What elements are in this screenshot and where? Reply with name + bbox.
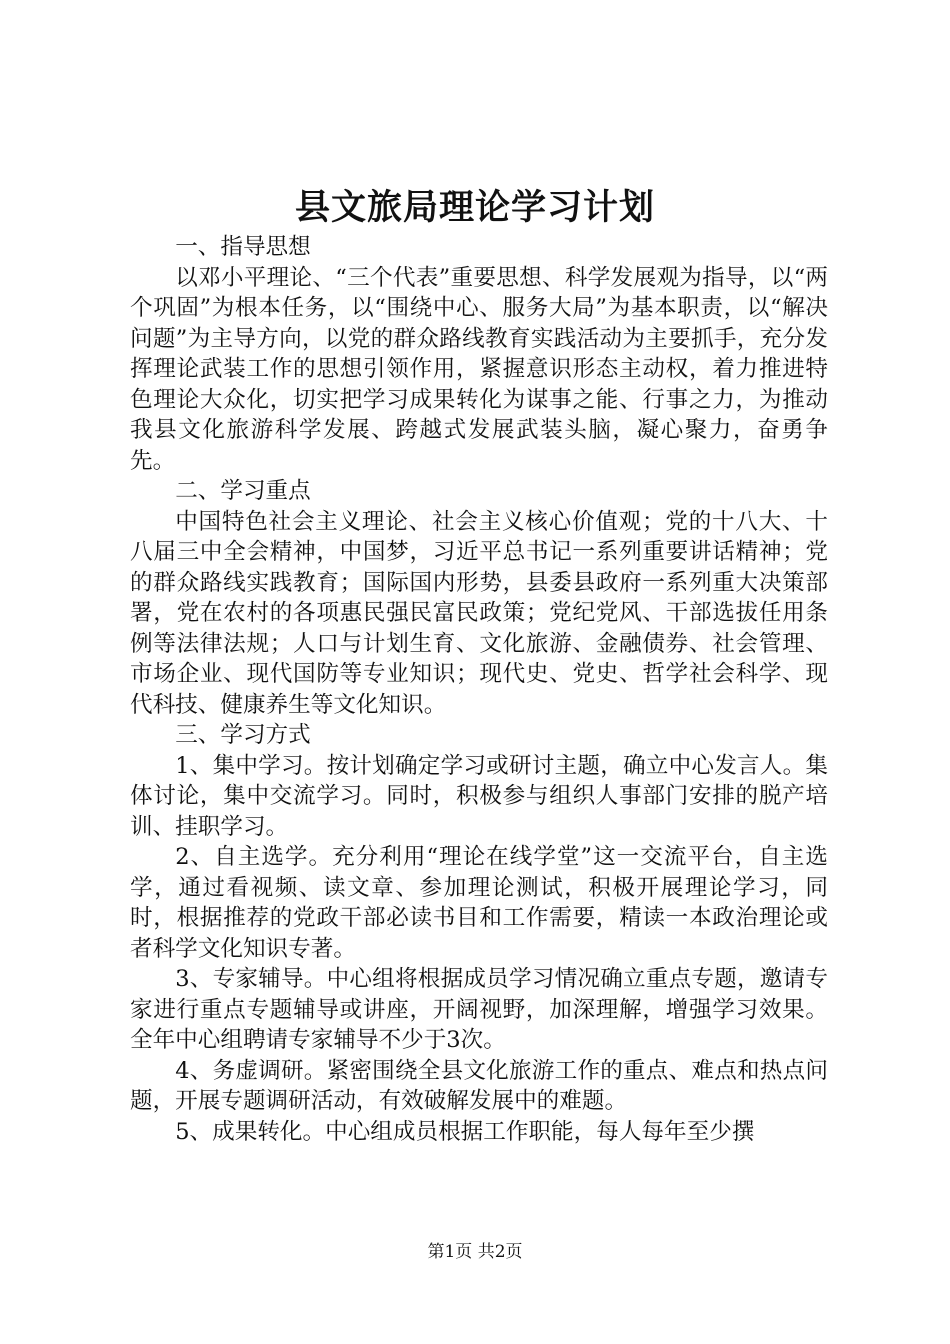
document-body [130,232,828,1147]
paragraph: 以邓小平理论、“三个代表”重要思想、科学发展观为指导，以“两个巩固”为根本任务，以“围绕中心、服务大局”为基本职责，以“解决问题”为主导方向，以党的群众路线教育实践活动为主要抓手，充分发挥理论武装工作的思想引领作用，紧握意识形态主动权，着力推进特色理论大众化，切实把学习成果转化为谋事之能、行事之力，为推动我县文化旅游科学发展、跨越式发展武装头脑，凝心聚力，奋勇争先。 [130,264,828,474]
page-footer: 第1页 共2页 [427,1242,523,1262]
section-heading: 三、学习方式 [175,722,311,748]
paragraph: 4、务虚调研。紧密围绕全县文化旅游工作的重点、难点和热点问题，开展专题调研活动，有效破解发展中的难题。 [130,1057,828,1114]
document-title: 县文旅局理论学习计划 [294,187,655,228]
paragraph: 5、成果转化。中心组成员根据工作职能，每人每年至少撰 [175,1118,755,1145]
paragraph: 3、专家辅导。中心组将根据成员学习情况确立重点专题，邀请专家进行重点专题辅导或讲座，开阔视野，加深理解，增强学习效果。全年中心组聘请专家辅导不少于3次。 [130,966,828,1053]
paragraph: 2、自主选学。充分利用“理论在线学堂”这一交流平台，自主选学，通过看视频、读文章、参加理论测试，积极开展理论学习，同时，根据推荐的党政干部必读书目和工作需要，精读一本政治理论或者科学文化知识专著。 [130,844,828,962]
section-heading: 二、学习重点 [175,478,311,504]
paragraph: 中国特色社会主义理论、社会主义核心价值观；党的十八大、十八届三中全会精神，中国梦，习近平总书记一系列重要讲话精神；党的群众路线实践教育；国际国内形势，县委县政府一系列重大决策部署，党在农村的各项惠民强民富民政策；党纪党风、干部选拔任用条例等法律法规；人口与计划生育、文化旅游、金融债券、社会管理、市场企业、现代国防等专业知识；现代史、党史、哲学社会科学、现代科技、健康养生等文化知识。 [130,508,828,718]
section-heading: 一、指导思想 [175,234,311,260]
paragraph: 1、集中学习。按计划确定学习或研讨主题，确立中心发言人。集体讨论，集中交流学习。同时，积极参与组织人事部门安排的脱产培训、挂职学习。 [130,752,828,840]
